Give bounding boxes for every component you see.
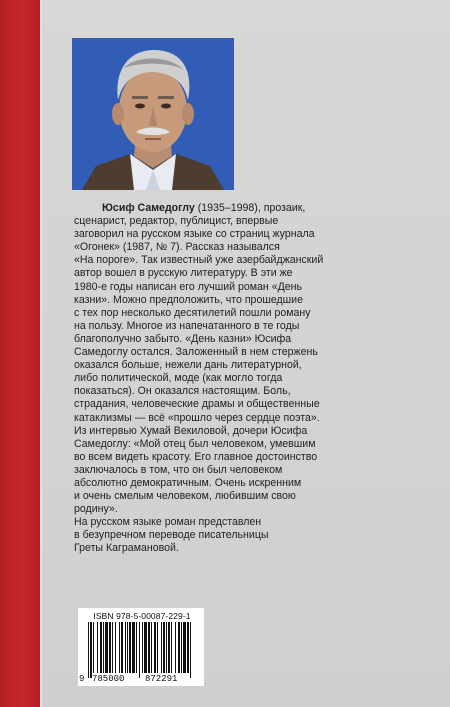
bio-line: Из интервью Хумай Векиловой, дочери Юсифа xyxy=(74,424,308,437)
barcode-digits-left: 785000 xyxy=(92,674,125,684)
red-spine-band xyxy=(0,0,40,707)
bio-line: катаклизмы — всё «прошло через сердце поэта». xyxy=(74,411,320,424)
author-photo xyxy=(72,38,234,190)
bio-line: «На пороге». Так известный уже азербайджанский xyxy=(74,254,324,267)
author-name: Юсиф Самедоглу xyxy=(102,202,195,214)
author-biography xyxy=(74,202,414,556)
barcode-digits-right: 872291 xyxy=(145,674,178,684)
bio-line: 1980-е годы написан его лучший роман «День xyxy=(74,280,303,293)
barcode-panel xyxy=(78,608,204,686)
bio-line: благополучно забыто. «День казни» Юсифа xyxy=(74,332,292,345)
bio-line: автор вошел в русскую литературу. В эти же xyxy=(74,267,293,280)
bio-line: и очень смелым человеком, любившим свою xyxy=(74,490,296,503)
bio-line: либо политической, моде (как могло тогда xyxy=(74,372,283,385)
bio-line: (1935–1998), прозаик, xyxy=(197,202,306,214)
bio-line: родину». xyxy=(74,503,118,516)
bio-line: показаться). Он оказался настоящим. Боль, xyxy=(74,385,291,398)
bio-line: в безупречном переводе писательницы xyxy=(74,529,269,542)
bio-line: заговорил на русском языке со страниц журнала xyxy=(74,228,315,241)
isbn-label: ISBN 978-5-00087-229-1 xyxy=(93,611,191,621)
bio-line: На русском языке роман представлен xyxy=(74,516,262,529)
barcode-digits xyxy=(78,674,204,685)
barcode-digit-first: 9 xyxy=(79,674,85,684)
bio-line: заключалось в том, что он был человеком xyxy=(74,463,283,476)
bio-line: Самедоглу: «Мой отец был человеком, умевшим xyxy=(74,437,316,450)
bio-line: Греты Каграмановой. xyxy=(74,542,179,555)
bio-line: страдания, человеческие драмы и общественные xyxy=(74,398,320,411)
bio-line-first xyxy=(74,202,414,215)
bio-line: сценарист, редактор, публицист, впервые xyxy=(74,215,279,228)
bio-line: оказался больше, нежели дань литературной, xyxy=(74,359,302,372)
barcode-bars xyxy=(86,622,196,680)
bio-line: абсолютно демократичным. Очень искренним xyxy=(74,476,302,489)
bio-line: «Огонек» (1987, № 7). Рассказ назывался xyxy=(74,241,280,254)
bio-line: с тех пор несколько десятилетий пошли роману xyxy=(74,306,311,319)
bio-line: казни». Можно предположить, что прошедшие xyxy=(74,293,303,306)
bio-line: Самедоглу остался. Заложенный в нем стержень xyxy=(74,346,318,359)
bio-line: во всем видеть красоту. Его главное достоинство xyxy=(74,450,318,463)
bio-line: на пользу. Многое из напечатанного в те годы xyxy=(74,319,300,332)
